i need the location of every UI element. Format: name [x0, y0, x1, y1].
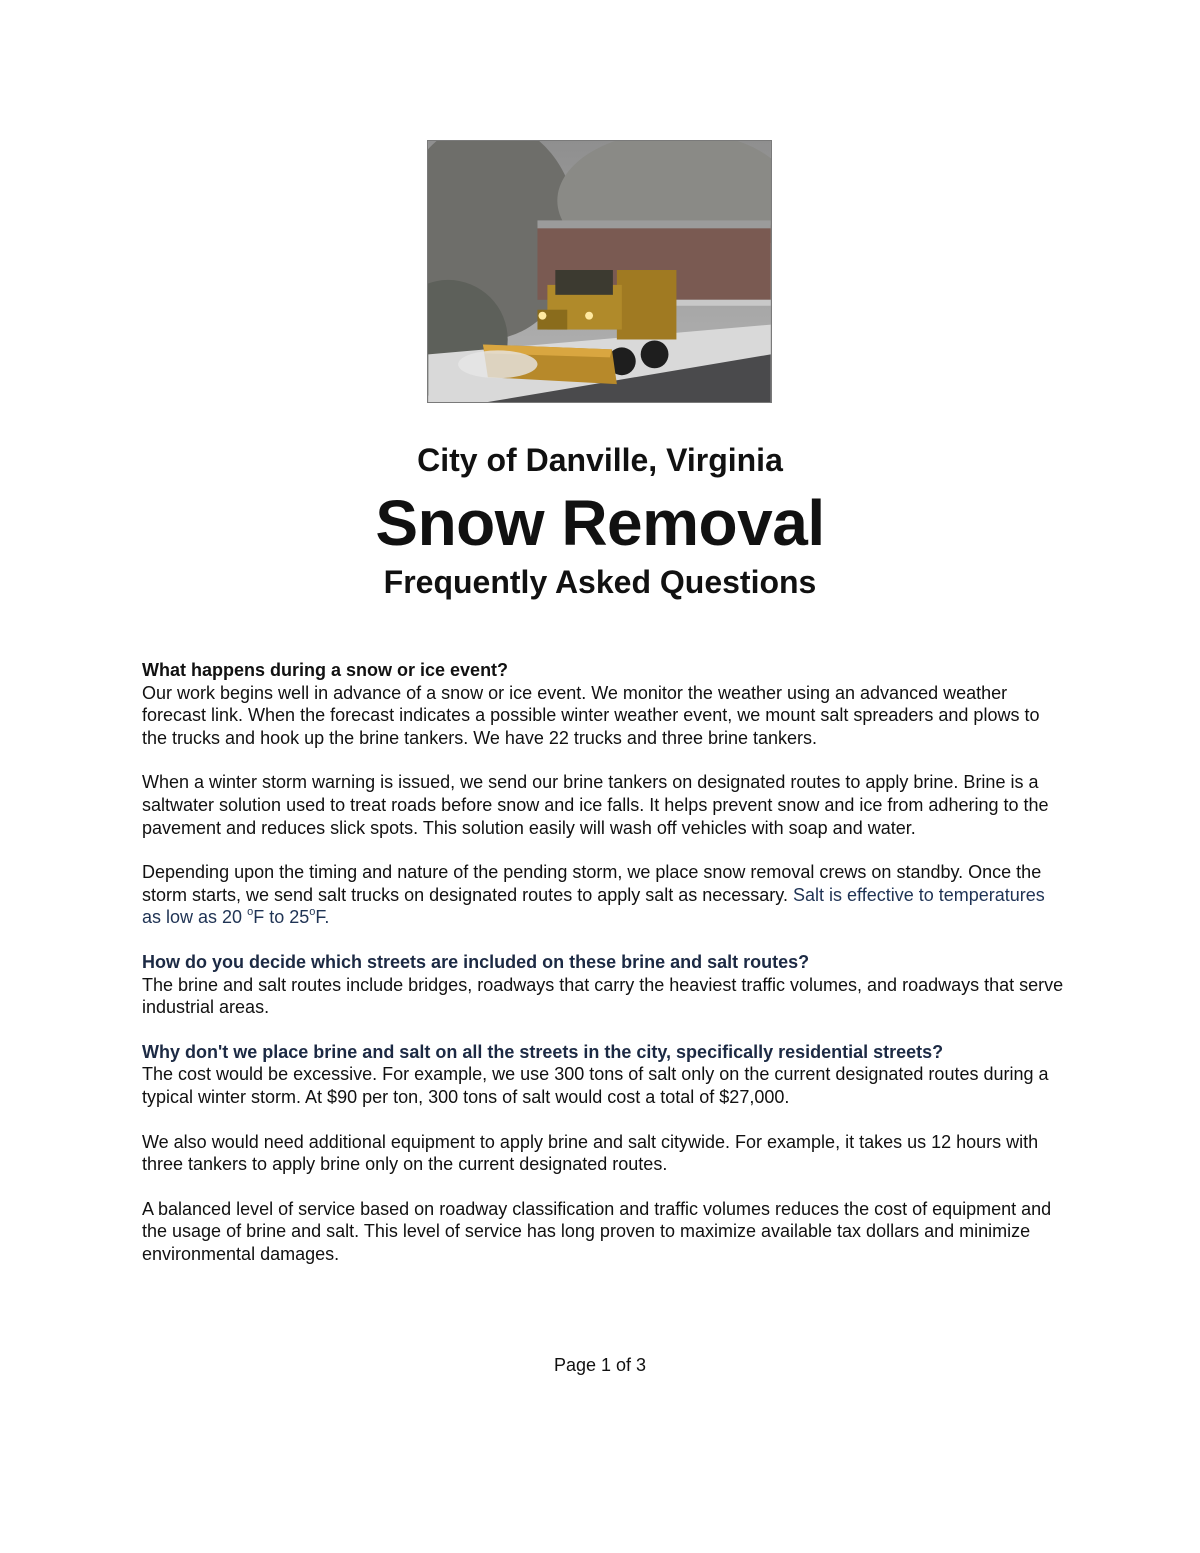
faq-section-route-selection: [142, 951, 1067, 1019]
faq-question: What happens during a snow or ice event?: [142, 660, 509, 680]
faq-answer-paragraph: Our work begins well in advance of a snow or ice event. We monitor the weather using an advanced weather forecast link. When the forecast indicates a possible winter weather event, we mount salt spreaders and plows to the trucks and hook up the brine tankers. We have 22 trucks and three brine tankers.: [142, 682, 1040, 748]
faq-answer-paragraph: When a winter storm warning is issued, we send our brine tankers on designated routes to apply brine. Brine is a saltwater solution used to treat roads before snow and ice falls. It helps prevent snow and ice from adhering to the pavement and reduces slick spots. This solution easily will wash off vehicles with soap and water.: [142, 772, 1049, 838]
page-subtitle: Frequently Asked Questions: [383, 564, 817, 600]
page-number: Page 1 of 3: [553, 1355, 647, 1375]
faq-section-snow-event: [142, 659, 1067, 929]
faq-section-residential-streets: [142, 1041, 1067, 1266]
faq-answer-paragraph: The brine and salt routes include bridges, roadways that carry the heaviest traffic volumes, and roadways that serve industrial areas.: [142, 974, 1064, 1018]
faq-answer-paragraph: The cost would be excessive. For example, we use 300 tons of salt only on the current designated routes during a typical winter storm. At $90 per ton, 300 tons of salt would cost a total of $27,000.: [142, 1064, 1049, 1107]
faq-answer-paragraph: A balanced level of service based on roadway classification and traffic volumes reduces the cost of equipment and the usage of brine and salt. This level of service has long proven to maximize available tax dollars and minimize environmental damages.: [142, 1198, 1052, 1264]
faq-answer-paragraph: We also would need additional equipment to apply brine and salt citywide. For example, it takes us 12 hours with three tankers to apply brine only on the current designated routes.: [142, 1131, 1039, 1175]
degree-symbol: o: [309, 906, 316, 919]
degree-symbol: o: [247, 906, 254, 919]
faq-answer-paragraph: [142, 861, 1067, 929]
salt-temperature-text: Salt is effective to temperatures as low as 20: [142, 884, 1045, 928]
faq-question: How do you decide which streets are included on these brine and salt routes?: [142, 951, 810, 972]
snow-plow-photo: [427, 140, 772, 403]
page-title: Snow Removal: [375, 487, 825, 559]
faq-content: [142, 659, 1067, 1265]
faq-answer-text: Depending upon the timing and nature of the pending storm, we place snow removal crews on standby. Once the storm starts, we send salt trucks on designated routes to apply salt as necessary.: [142, 862, 1042, 905]
faq-question: Why don't we place brine and salt on all the streets in the city, specifically residential streets?: [142, 1041, 944, 1062]
salt-temperature-text: F to 25: [253, 907, 310, 928]
organization-name: City of Danville, Virginia: [417, 442, 783, 478]
salt-temperature-text: F.: [315, 907, 330, 928]
